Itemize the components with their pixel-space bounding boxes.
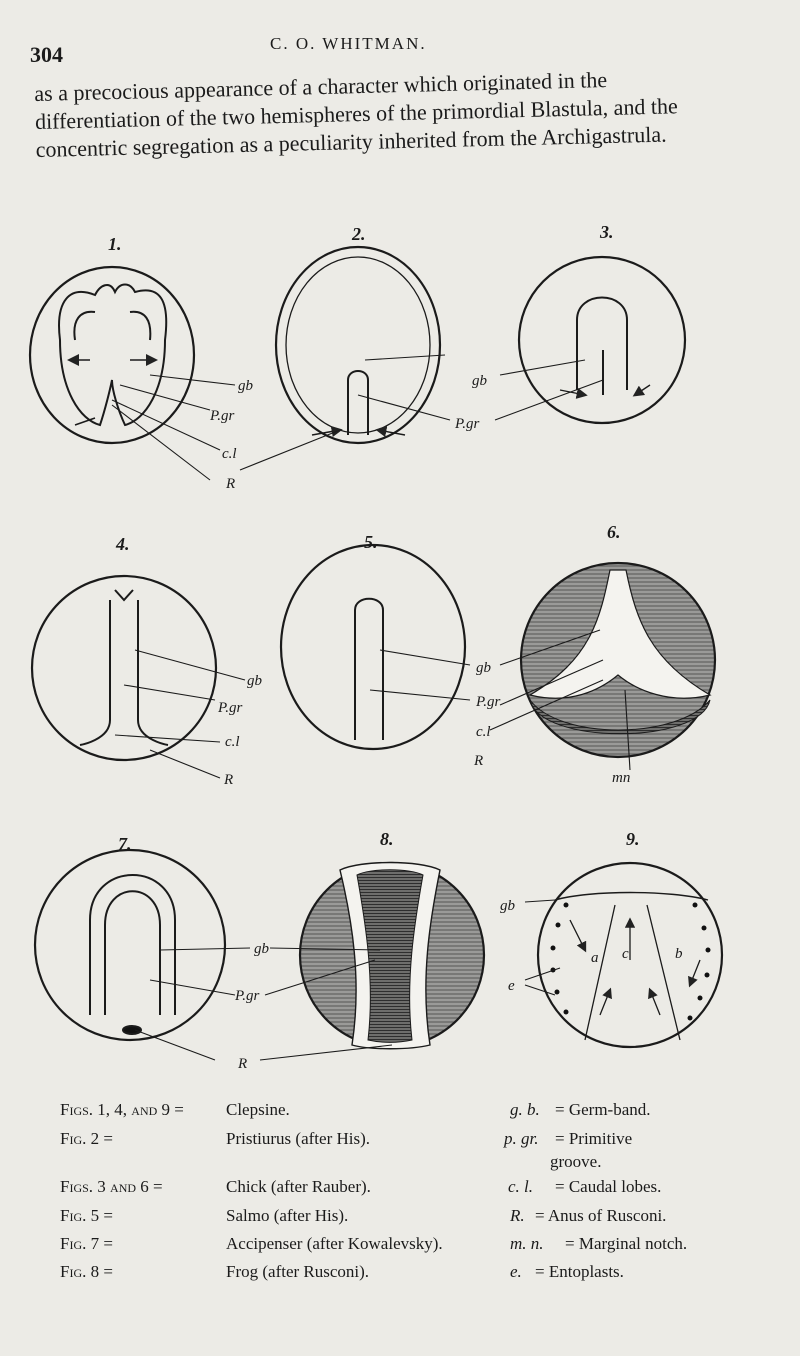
legend-figs: Figs. 3 and 6 = — [60, 1177, 163, 1196]
figure-8 — [300, 863, 484, 1049]
label-mn: mn — [612, 770, 631, 786]
label-cl: c.l — [225, 734, 240, 750]
label-gb: gb — [247, 673, 262, 689]
legend-desc: = Caudal lobes. — [555, 1177, 662, 1196]
label-pgr: P.gr — [218, 700, 243, 716]
legend-abbr: p. gr. — [504, 1129, 539, 1148]
figure-9 — [538, 863, 722, 1047]
label-pgr: P.gr — [235, 988, 260, 1004]
label-pgr: P.gr — [210, 408, 235, 424]
fig-number-9: 9. — [626, 829, 640, 849]
fig-number-5: 5. — [364, 532, 378, 552]
fig-number-1: 1. — [108, 234, 122, 254]
figure-4 — [32, 576, 216, 760]
legend-figs: Fig. 5 = — [60, 1206, 113, 1225]
fig-number-6: 6. — [607, 522, 621, 542]
label-gb: gb — [472, 373, 487, 389]
label-pgr: P.gr — [455, 416, 480, 432]
legend-desc: groove. — [550, 1152, 602, 1171]
legend-desc: Accipenser (after Kowalevsky). — [226, 1234, 443, 1253]
label-pgr: P.gr — [476, 694, 501, 710]
figure-numbers — [108, 222, 640, 854]
figure-5 — [281, 545, 465, 749]
figure-1 — [30, 267, 194, 443]
label-gb: gb — [254, 941, 269, 957]
legend-abbr: m. n. — [510, 1234, 544, 1253]
label-cl: c.l — [222, 446, 237, 462]
legend-desc: = Germ-band. — [555, 1100, 651, 1119]
label-c: c — [622, 946, 629, 962]
legend-figs: Fig. 8 = — [60, 1262, 113, 1281]
label-R: R — [238, 1056, 248, 1072]
legend-desc: = Entoplasts. — [535, 1262, 624, 1281]
legend-desc: Clepsine. — [226, 1100, 290, 1119]
label-gb: gb — [238, 378, 253, 394]
legend-desc: Salmo (after His). — [226, 1206, 349, 1225]
body-paragraph: as a precocious appearance of a character which originated in the differentiation of the two hemispheres of the primordial Blastula, and the concentric segregation as a peculiarity inherited from the Archigastrula. — [34, 67, 679, 162]
fig-number-4: 4. — [116, 534, 130, 554]
legend-desc: Frog (after Rusconi). — [226, 1262, 370, 1281]
fig-number-2: 2. — [352, 224, 366, 244]
fig-number-8: 8. — [380, 829, 394, 849]
legend-figs: Fig. 2 = — [60, 1129, 113, 1148]
figure-6 — [521, 563, 715, 757]
fig-number-3: 3. — [600, 222, 614, 242]
label-e: e — [508, 978, 515, 994]
legend-desc: Chick (after Rauber). — [226, 1177, 371, 1196]
label-gb: gb — [500, 898, 515, 914]
legend-figs: Fig. 7 = — [60, 1234, 113, 1253]
legend-abbr: e. — [510, 1262, 522, 1281]
label-a: a — [591, 950, 599, 966]
legend-abbr: g. b. — [510, 1100, 540, 1119]
figure-2 — [276, 247, 440, 443]
legend-desc: = Anus of Rusconi. — [535, 1206, 667, 1225]
page-number: 304 — [30, 42, 63, 67]
legend-desc: = Primitive — [555, 1129, 633, 1148]
label-R: R — [224, 772, 234, 788]
legend-figs: Figs. 1, 4, and 9 = — [60, 1100, 184, 1119]
label-R: R — [474, 753, 484, 769]
figure-7 — [35, 850, 225, 1040]
running-head: C. O. WHITMAN. — [270, 34, 427, 53]
legend-desc: = Marginal notch. — [565, 1234, 688, 1253]
label-gb: gb — [476, 660, 491, 676]
label-R: R — [226, 476, 236, 492]
fig-number-7: 7. — [118, 834, 132, 854]
label-cl: c.l — [476, 724, 491, 740]
legend-abbr: R. — [510, 1206, 525, 1225]
label-b: b — [675, 946, 683, 962]
legend-abbr: c. l. — [508, 1177, 534, 1196]
legend-desc: Pristiurus (after His). — [226, 1129, 371, 1148]
figure-3 — [519, 257, 685, 423]
